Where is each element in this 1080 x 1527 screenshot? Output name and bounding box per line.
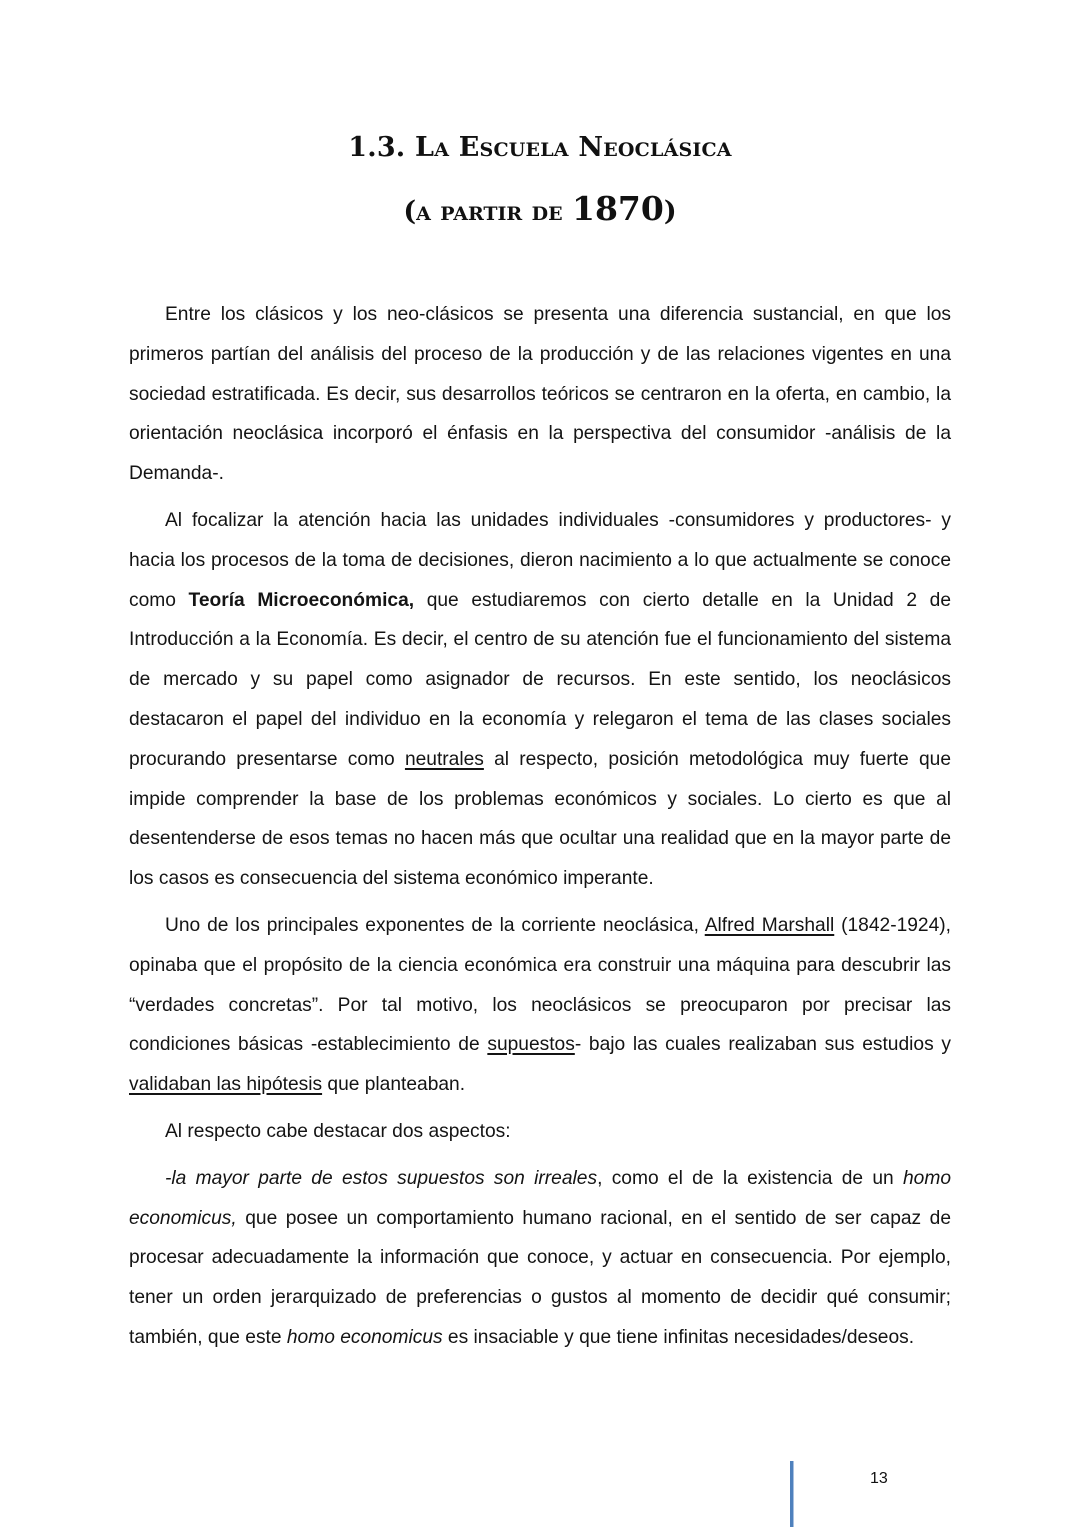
paragraph-1 [129, 295, 951, 494]
section-title-text: La Escuela Neoclásica [415, 132, 732, 163]
paragraph-text: es insaciable y que tiene infinitas necesidades/deseos. [442, 1326, 915, 1348]
section-number: 1.3. [348, 132, 406, 163]
paragraph-text: Uno de los principales exponentes de la corriente neoclásica, [165, 914, 705, 936]
subtitle-text: a partir de [416, 196, 572, 227]
section-title [0, 128, 1080, 168]
paragraph-4 [129, 1112, 951, 1152]
underlined-term-validaban-hipotesis: validaban las hipótesis [129, 1074, 323, 1096]
paragraph-text: Entre los clásicos y los neo-clásicos se presenta una diferencia sustancial, en que los primeros partían del análisis del proceso de la producción y de las relaciones vigentes en una sociedad estratificada. Es decir, sus desarrollos teóricos se centraron en la oferta, en cambio, la orientación neoclásica incorporó el énfasis en la perspectiva del consumidor -análisis de la Demanda-. [129, 304, 951, 485]
paragraph-text: , como el de la existencia de un [597, 1167, 904, 1189]
paragraph-text: al respecto, posición metodológica muy fuerte que impide comprender la base de los problemas económicos y sociales. Lo cierto es que al desentenderse de esos temas no hacen más que ocultar una realidad que en la mayor parte de los casos es consecuencia del sistema económico imperante. [129, 748, 952, 890]
subtitle-close-paren: ) [663, 196, 677, 227]
subtitle-year: 1870 [571, 189, 664, 228]
underlined-term-alfred-marshall: Alfred Marshall [704, 914, 835, 936]
italic-term-homo-economicus: homo economicus [286, 1326, 443, 1348]
footer-vertical-rule [790, 1461, 793, 1527]
italic-term-homo-economicus: homo economicus, [129, 1167, 952, 1229]
underlined-term-neutrales: neutrales [404, 748, 484, 770]
paragraph-text: Al focalizar la atención hacia las unidades individuales -consumidores y productores- y hacia los procesos de la toma de decisiones, dieron nacimiento a lo que actualmente se conoce como [129, 509, 951, 611]
underlined-term-supuestos: supuestos [487, 1034, 575, 1056]
paragraph-3 [129, 906, 951, 1105]
body-text [129, 295, 951, 1365]
paragraph-2 [129, 501, 951, 899]
paragraph-text: que planteaban. [322, 1074, 466, 1096]
paragraph-text: que estudiaremos con cierto detalle en la Unidad 2 de Introducción a la Economía. Es decir, el centro de su atención fue el funcionamiento del sistema de mercado y su papel como asignador de recursos. En este sentido, los neoclásicos destacaron el papel del individuo en la economía y relegaron el tema de las clases sociales procurando presentarse como [129, 589, 951, 770]
subtitle-open-paren: ( [403, 196, 417, 227]
paragraph-text: que posee un comportamiento humano racional, en el sentido de ser capaz de procesar adecuadamente la información que conoce, y actuar en consecuencia. Por ejemplo, tener un orden jerarquizado de preferencias o gustos al momento de decidir qué consumir; también, que este [129, 1207, 951, 1348]
paragraph-text: - bajo las cuales realizaban sus estudios y [574, 1034, 951, 1056]
page-number: 13 [870, 1470, 888, 1487]
bold-term-teoria-microeconomica: Teoría Microeconómica, [188, 589, 415, 611]
italic-phrase-supuestos-irreales: -la mayor parte de estos supuestos son irreales [165, 1167, 598, 1189]
paragraph-text: Al respecto cabe destacar dos aspectos: [165, 1120, 511, 1142]
paragraph-5 [129, 1159, 951, 1358]
paragraph-text: (1842-1924), opinaba que el propósito de la ciencia económica era construir una máquina para descubrir las “verdades concretas”. Por tal motivo, los neoclásicos se preocuparon por precisar las condiciones básicas -establecimiento de [129, 914, 951, 1056]
section-subtitle [0, 186, 1080, 235]
